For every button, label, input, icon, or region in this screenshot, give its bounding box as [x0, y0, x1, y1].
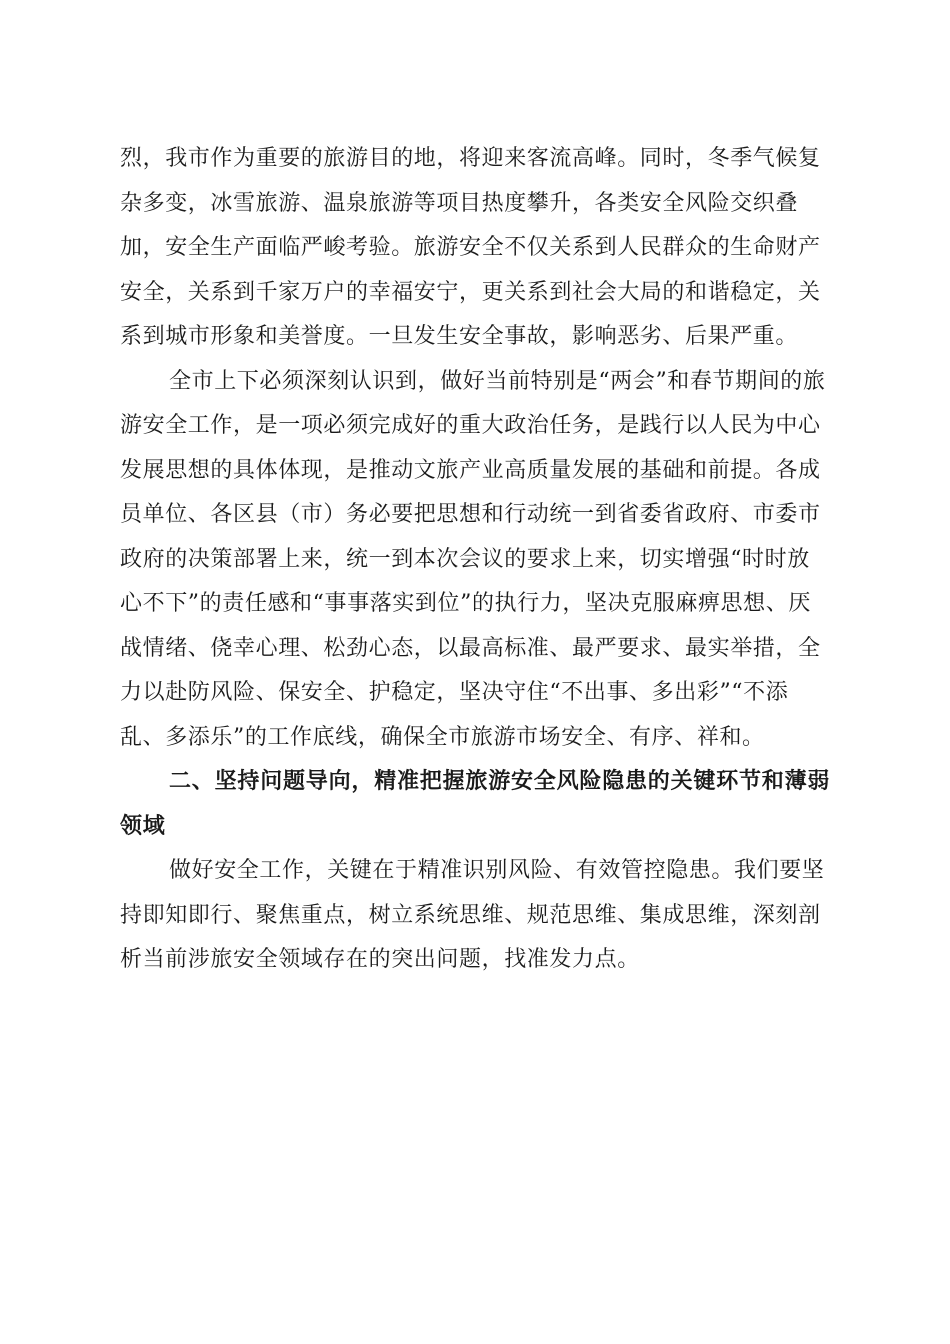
section-heading-2: 二、坚持问题导向，精准把握旅游安全风险隐患的关键环节和薄弱领域	[120, 769, 831, 839]
paragraph-importance: 全市上下必须深刻认识到，做好当前特别是“两会”和春节期间的旅游安全工作，是一项必须完成好的重大政治任务，是践行以人民为中心发展思想的具体体现，是推动文旅产业高质量发展的基础和前提。各成员单位、各区县（市）务必要把思想和行动统一到省委省政府、市委市政府的决策部署上来，统一到本次会议的要求上来，切实增强“时时放心不下”的责任感和“事事落实到位”的执行力，坚决克服麻痹思想、厌战情绪、侥幸心理、松劲心态，以最高标准、最严要求、最实举措，全力以赴防风险、保安全、护稳定，坚决守住“不出事、多出彩”“不添乱、多添乐”的工作底线，确保全市旅游市场安全、有序、祥和。	[120, 368, 826, 750]
paragraph-continuation: 烈，我市作为重要的旅游目的地，将迎来客流高峰。同时，冬季气候复杂多变，冰雪旅游、温泉旅游等项目热度攀升，各类安全风险交织叠加，安全生产面临严峻考验。旅游安全不仅关系到人民群众的生命财产安全，关系到千家万户的幸福安宁，更关系到社会大局的和谐稳定，关系到城市形象和美誉度。一旦发生安全事故，影响恶劣、后果严重。	[120, 146, 821, 349]
document-body	[120, 137, 832, 983]
paragraph-section-2-intro: 做好安全工作，关键在于精准识别风险、有效管控隐患。我们要坚持即知即行、聚焦重点，树立系统思维、规范思维、集成思维，深刻剖析当前涉旅安全领域存在的突出问题，找准发力点。	[120, 858, 825, 972]
